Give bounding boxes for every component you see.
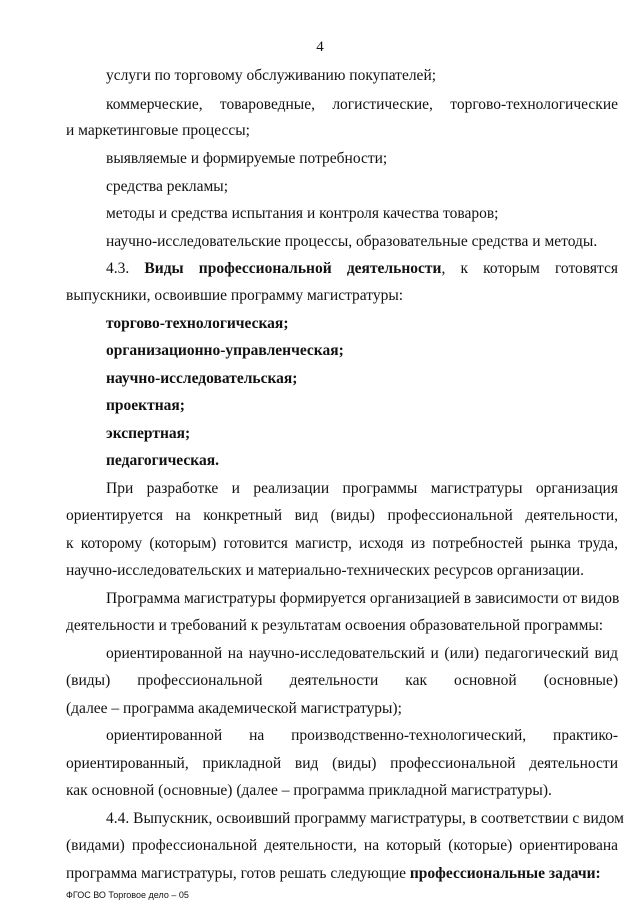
list-item-advertising: средства рекламы; — [106, 178, 229, 195]
list-item-trade-services: услуги по торговому обслуживанию покупателей; — [106, 67, 437, 84]
applied-master-line-3: как основной (основные) (далее – программа прикладной магистратуры). — [66, 782, 552, 799]
applied-master-line-1: ориентированной на производственно-технологический, практико- — [106, 727, 618, 744]
page-number: 4 — [316, 39, 324, 55]
list-item-processes: коммерческие, товароведные, логистические, торгово-технологические — [106, 96, 618, 113]
paragraph-development-line-2: ориентируется на конкретный вид (виды) профессиональной деятельности, — [66, 507, 618, 524]
section-4-4-line-2: (видами) профессиональной деятельности, на который (которые) ориентирована — [66, 837, 618, 854]
paragraph-development-line-1: При разработке и реализации программы магистратуры организация — [106, 480, 618, 497]
list-item-needs: выявляемые и формируемые потребности; — [106, 150, 388, 167]
section-4-4-bold: профессиональные задачи: — [409, 865, 601, 882]
section-4-3-cont: выпускники, освоившие программу магистратуры: — [66, 287, 404, 304]
activity-type-expert: экспертная; — [106, 425, 191, 442]
section-heading-rest: , к которым готовятся — [441, 260, 618, 277]
paragraph-program-line-1: Программа магистратуры формируется организацией в зависимости от видов — [106, 590, 620, 607]
paragraph-development-line-3: к которому (которым) готовится магистр, исходя из потребностей рынка труда, — [66, 535, 618, 552]
section-number: 4.3. — [106, 260, 130, 277]
list-item-research: научно-исследовательские процессы, образовательные средства и методы. — [106, 233, 598, 250]
academic-master-line-3: (далее – программа академической магистратуры); — [66, 700, 402, 717]
section-4-4-plain: программа магистратуры, готов решать следующие — [66, 865, 410, 882]
activity-type-project: проектная; — [106, 397, 185, 414]
section-4-4-line-3 — [66, 861, 601, 887]
section-4-3-heading — [106, 256, 618, 282]
footer-standard-code: ФГОС ВО Торговое дело – 05 — [66, 890, 189, 900]
activity-type-org-management: организационно-управленческая; — [106, 342, 344, 359]
paragraph-program-line-2: деятельности и требований к результатам освоения образовательной программы: — [66, 617, 604, 634]
academic-master-line-1: ориентированной на научно-исследовательский и (или) педагогический вид — [106, 645, 618, 662]
academic-master-line-2: (виды) профессиональной деятельности как основной (основные) — [66, 672, 618, 689]
activity-type-trade-tech: торгово-технологическая; — [106, 315, 289, 332]
list-item-quality-control: методы и средства испытания и контроля качества товаров; — [106, 205, 499, 222]
section-bold-term: Виды профессиональной деятельности — [144, 260, 442, 277]
applied-master-line-2: ориентированный, прикладной вид (виды) профессиональной деятельности — [66, 755, 618, 772]
paragraph-development-line-4: научно-исследовательских и материально-технических ресурсов организации. — [66, 562, 584, 579]
activity-type-research: научно-исследовательская; — [106, 370, 298, 387]
section-4-4-line-1: 4.4. Выпускник, освоивший программу магистратуры, в соответствии с видом — [106, 810, 624, 827]
activity-type-pedagogical: педагогическая. — [106, 452, 219, 469]
list-item-processes-cont: и маркетинговые процессы; — [66, 122, 250, 139]
